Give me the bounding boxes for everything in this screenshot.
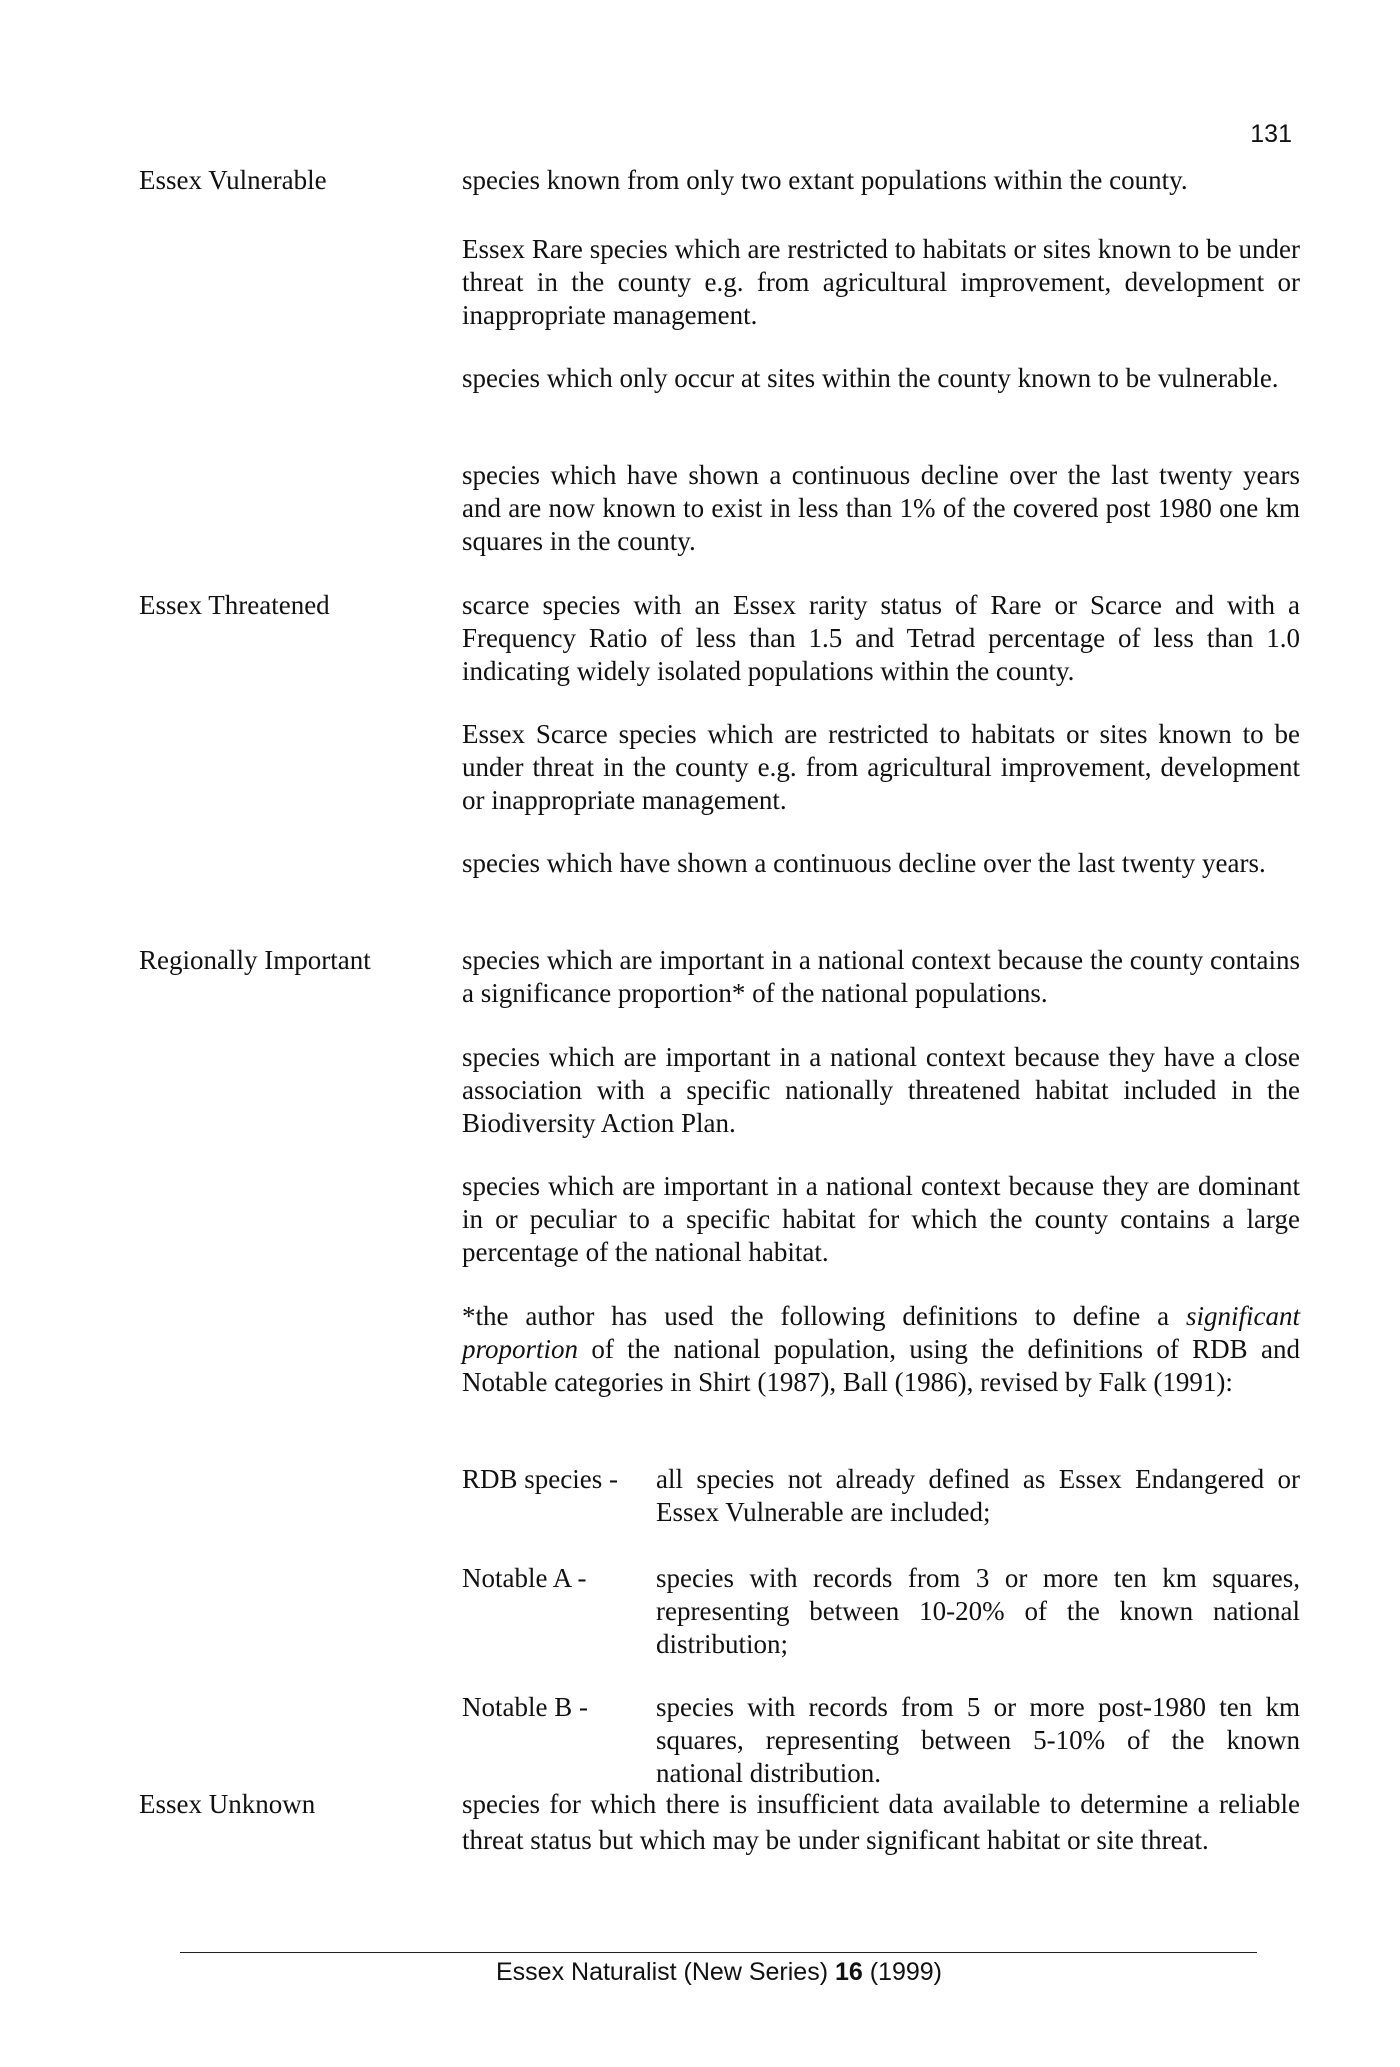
footer-rule: [180, 1952, 1257, 1953]
vulnerable-paragraph-4: species which have shown a continuous decline over the last twenty years and are now known to exist in less than 1% of the covered post 1980 one km squares in the county.: [462, 460, 1300, 556]
term-essex-unknown: Essex Unknown: [139, 1789, 316, 1819]
threatened-paragraph-2: Essex Scarce species which are restricted to habitats or sites known to be under threat in the county e.g. from agricultural improvement, development or inappropriate management.: [462, 719, 1300, 815]
threatened-paragraph-1: scarce species with an Essex rarity status of Rare or Scarce and with a Frequency Ratio of less than 1.5 and Tetrad percentage of less than 1.0 indicating widely isolated populations within the county.: [462, 590, 1300, 686]
category-desc-notable-b: species with records from 5 or more post-1980 ten km squares, representing between 5-10% of the known national distribution.: [656, 1692, 1300, 1788]
unknown-paragraph: species for which there is insufficient data available to determine a reliable threat status but which may be under significant habitat or site threat.: [462, 1789, 1300, 1855]
term-essex-vulnerable: Essex Vulnerable: [139, 165, 327, 195]
regional-paragraph-3: species which are important in a national context because they are dominant in or peculiar to a specific habitat for which the county contains a large percentage of the national habitat.: [462, 1171, 1300, 1267]
term-essex-threatened: Essex Threatened: [139, 590, 330, 620]
page-number: 131: [1250, 120, 1292, 148]
vulnerable-paragraph-1: species known from only two extant populations within the county.: [462, 165, 1188, 195]
footer-year: (1999): [869, 1958, 942, 1986]
category-term-rdb: RDB species -: [462, 1464, 618, 1494]
footer-volume: 16: [834, 1958, 863, 1986]
vulnerable-paragraph-3: species which only occur at sites within the county known to be vulnerable.: [462, 363, 1279, 393]
regional-paragraph-2: species which are important in a national context because they have a close association with a specific nationally threatened habitat included in the Biodiversity Action Plan.: [462, 1042, 1300, 1138]
footer-journal: Essex Naturalist (New Series): [495, 1958, 829, 1986]
footnote-text-after: of the national population, using the definitions of RDB and Notable categories in Shirt (1987), Ball (1986), revised by Falk (1991):: [462, 1334, 1300, 1397]
threatened-paragraph-3: species which have shown a continuous decline over the last twenty years.: [462, 848, 1266, 878]
footnote-italic-significant-proportion: significant proportion: [462, 1301, 1300, 1364]
category-term-notable-a: Notable A -: [462, 1563, 587, 1593]
footnote-text-before: *the author has used the following definitions to define a: [462, 1301, 1186, 1331]
regional-paragraph-1: species which are important in a national context because the county contains a significance proportion* of the national populations.: [462, 945, 1300, 1008]
category-term-notable-b: Notable B -: [462, 1692, 588, 1722]
vulnerable-paragraph-2: Essex Rare species which are restricted to habitats or sites known to be under threat in the county e.g. from agricultural improvement, development or inappropriate management.: [462, 234, 1300, 330]
footer-citation: [0, 1958, 1400, 1987]
term-regionally-important: Regionally Important: [139, 945, 371, 975]
regional-footnote: [462, 1300, 1300, 1399]
category-desc-notable-a: species with records from 3 or more ten km squares, representing between 10-20% of the known national distribution;: [656, 1563, 1300, 1659]
category-desc-rdb: all species not already defined as Essex Endangered or Essex Vulnerable are included;: [656, 1464, 1300, 1527]
